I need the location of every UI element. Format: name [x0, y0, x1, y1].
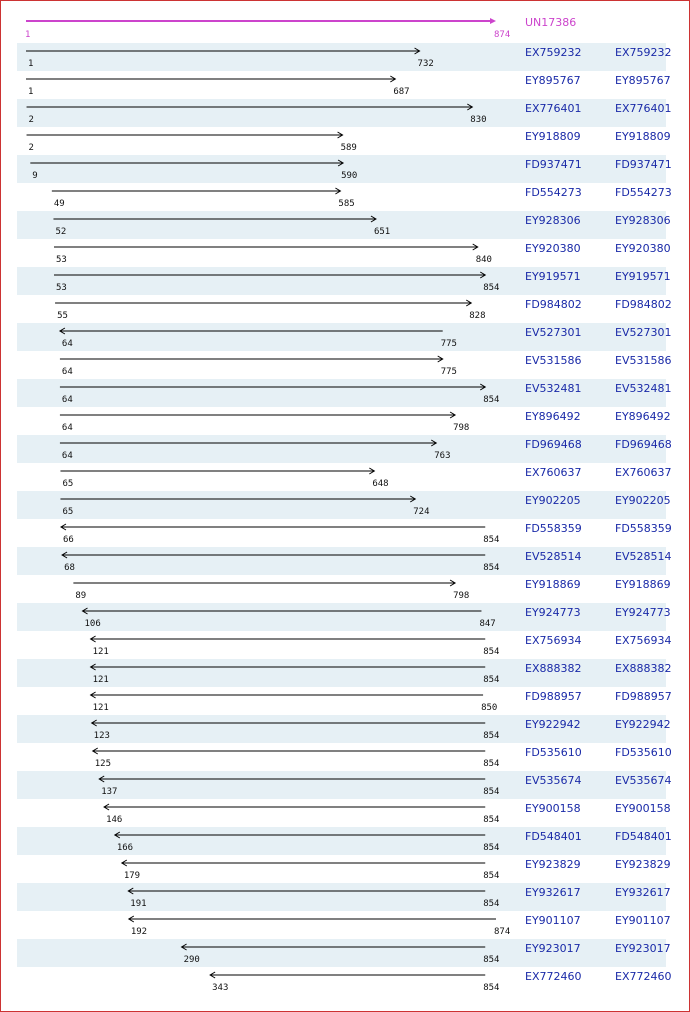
accession-link-secondary[interactable]: FD535610	[615, 746, 672, 759]
alignment-start-label: 1	[28, 59, 34, 69]
accession-link-secondary[interactable]: FD548401	[615, 830, 672, 843]
alignment-end-label: 854	[483, 787, 500, 797]
accession-link[interactable]: EY918869	[525, 578, 581, 591]
accession-link[interactable]: EY922942	[525, 718, 581, 731]
alignment-start-label: 89	[75, 591, 87, 601]
accession-link-secondary[interactable]: EV528514	[615, 550, 672, 563]
alignment-row	[17, 71, 671, 99]
accession-link-secondary[interactable]: EV532481	[615, 382, 672, 395]
reference-row	[1, 1, 689, 43]
accession-link-secondary[interactable]: EV531586	[615, 354, 672, 367]
alignment-row	[17, 743, 672, 771]
alignment-start-label: 49	[53, 199, 65, 209]
alignment-start-label: 64	[61, 339, 73, 349]
alignment-start-label: 121	[92, 647, 109, 657]
alignment-row	[17, 379, 672, 407]
accession-link[interactable]: EY932617	[525, 886, 581, 899]
alignment-end-label: 854	[483, 983, 500, 993]
alignment-row	[17, 659, 672, 687]
alignment-row	[17, 911, 671, 939]
alignment-row	[17, 435, 672, 463]
accession-link-secondary[interactable]: EY923017	[615, 942, 671, 955]
alignment-end-label: 775	[440, 339, 457, 349]
alignment-row	[17, 323, 672, 351]
accession-link[interactable]: EV528514	[525, 550, 582, 563]
accession-link[interactable]: EX772460	[525, 970, 582, 983]
alignment-start-label: 66	[62, 535, 74, 545]
alignment-row	[17, 939, 671, 967]
accession-link[interactable]: EY920380	[525, 242, 581, 255]
alignment-row	[17, 519, 672, 547]
alignment-end-label: 854	[483, 731, 500, 741]
accession-link[interactable]: EY924773	[525, 606, 581, 619]
alignment-row	[17, 631, 672, 659]
alignment-row	[17, 771, 672, 799]
accession-link[interactable]: EY919571	[525, 270, 581, 283]
alignment-end-label: 854	[483, 535, 500, 545]
accession-link[interactable]: EY902205	[525, 494, 581, 507]
alignment-end-label: 850	[481, 703, 498, 713]
alignment-end-label: 590	[341, 171, 358, 181]
accession-link[interactable]: FD937471	[525, 158, 582, 171]
alignment-end-label: 854	[483, 871, 500, 881]
accession-link[interactable]: EV527301	[525, 326, 582, 339]
accession-link-secondary[interactable]: EY923829	[615, 858, 671, 871]
alignment-row	[17, 155, 672, 183]
accession-link[interactable]: EY923017	[525, 942, 581, 955]
alignment-end-label: 854	[483, 647, 500, 657]
alignment-row	[17, 407, 671, 435]
alignment-end-label: 651	[373, 227, 391, 237]
alignment-end-label: 854	[483, 815, 500, 825]
alignment-end-label: 828	[469, 311, 486, 321]
alignment-start-label: 137	[101, 787, 118, 797]
reference-arrowhead	[490, 18, 496, 24]
alignment-end-label: 854	[483, 843, 500, 853]
accession-link-secondary[interactable]: EY920380	[615, 242, 671, 255]
accession-link-secondary[interactable]: EX888382	[615, 662, 672, 675]
alignment-end-label: 763	[434, 451, 451, 461]
alignment-start-label: 65	[62, 507, 74, 517]
accession-link-secondary[interactable]: EX756934	[615, 634, 672, 647]
alignment-row	[17, 127, 671, 155]
accession-link-secondary[interactable]: FD558359	[615, 522, 672, 535]
accession-link[interactable]: EY895767	[525, 74, 581, 87]
alignment-end-label: 854	[483, 955, 500, 965]
alignment-start-label: 146	[106, 815, 123, 825]
alignment-start-label: 343	[212, 983, 229, 993]
accession-link-secondary[interactable]: EX776401	[615, 102, 672, 115]
alignment-start-label: 64	[61, 395, 73, 405]
alignment-start-label: 9	[32, 171, 38, 181]
alignment-start-label: 2	[28, 143, 34, 153]
alignment-end-label: 854	[483, 899, 500, 909]
alignment-row	[17, 491, 671, 519]
alignment-start-label: 166	[116, 843, 134, 853]
alignment-start-label: 55	[57, 311, 68, 321]
alignment-end-label: 732	[417, 59, 434, 69]
accession-link[interactable]: EY900158	[525, 802, 581, 815]
accession-link[interactable]: EY918809	[525, 130, 581, 143]
alignment-start-label: 2	[28, 115, 34, 125]
alignment-row	[17, 211, 671, 239]
alignment-start-label: 125	[94, 759, 112, 769]
alignment-start-label: 52	[55, 227, 67, 237]
alignment-row	[17, 547, 672, 575]
alignment-row	[17, 687, 672, 715]
alignment-row	[17, 883, 671, 911]
accession-link[interactable]: FD984802	[525, 298, 582, 311]
alignment-start-label: 290	[183, 955, 200, 965]
alignment-start-label: 53	[55, 283, 67, 293]
accession-link-secondary[interactable]: FD984802	[615, 298, 672, 311]
alignment-start-label: 53	[55, 255, 67, 265]
alignment-end-label: 798	[453, 591, 470, 601]
alignment-row	[17, 799, 671, 827]
accession-link-secondary[interactable]: EV535674	[615, 774, 672, 787]
accession-link[interactable]: EV535674	[525, 774, 582, 787]
reference-track	[1, 1, 689, 43]
alignment-start-label: 192	[130, 927, 148, 937]
alignment-row	[17, 855, 671, 883]
alignment-end-label: 854	[483, 395, 500, 405]
accession-link-secondary[interactable]: EX759232	[615, 46, 672, 59]
alignment-start-label: 1	[28, 87, 34, 97]
accession-link[interactable]: EV532481	[525, 382, 582, 395]
accession-link-secondary[interactable]: EY918869	[615, 578, 671, 591]
accession-link[interactable]: EY923829	[525, 858, 581, 871]
alignment-row	[17, 183, 672, 211]
accession-link-secondary[interactable]: EY896492	[615, 410, 671, 423]
accession-link-secondary[interactable]: EY919571	[615, 270, 671, 283]
alignment-end-label: 798	[453, 423, 470, 433]
alignment-start-label: 191	[130, 899, 147, 909]
accession-link-secondary[interactable]: FD969468	[615, 438, 672, 451]
reference-accession-link[interactable]: UN17386	[525, 16, 577, 29]
alignment-end-label: 874	[494, 927, 511, 937]
accession-link[interactable]: EV531586	[525, 354, 582, 367]
alignment-row	[17, 351, 672, 379]
accession-link-secondary[interactable]: EV527301	[615, 326, 672, 339]
reference-start-label: 1	[25, 30, 31, 40]
accession-link[interactable]: EX760637	[525, 466, 582, 479]
accession-link-secondary[interactable]: EY902205	[615, 494, 671, 507]
accession-link-secondary[interactable]: EY922942	[615, 718, 671, 731]
accession-link[interactable]: EX759232	[525, 46, 582, 59]
accession-link-secondary[interactable]: EY932617	[615, 886, 671, 899]
alignment-end-label: 687	[393, 87, 410, 97]
accession-link[interactable]: EX776401	[525, 102, 582, 115]
alignment-start-label: 121	[92, 703, 109, 713]
alignment-row	[17, 575, 671, 603]
accession-link[interactable]: FD988957	[525, 690, 582, 703]
alignment-start-label: 68	[64, 563, 75, 573]
accession-link-secondary[interactable]: EY928306	[615, 214, 671, 227]
accession-link-secondary[interactable]: EY918809	[615, 130, 671, 143]
alignment-end-label: 775	[440, 367, 457, 377]
accession-link[interactable]: FD548401	[525, 830, 582, 843]
accession-link-secondary[interactable]: EX772460	[615, 970, 672, 983]
accession-link[interactable]: FD554273	[525, 186, 582, 199]
alignment-end-label: 724	[413, 507, 430, 517]
alignment-end-label: 847	[479, 619, 496, 629]
accession-link-secondary[interactable]: EY895767	[615, 74, 671, 87]
alignment-end-label: 854	[483, 563, 500, 573]
accession-link-secondary[interactable]: EY924773	[615, 606, 671, 619]
accession-link-secondary[interactable]: EX760637	[615, 466, 672, 479]
accession-link[interactable]: EX756934	[525, 634, 582, 647]
alignment-end-label: 648	[372, 479, 389, 489]
alignment-end-label: 830	[470, 115, 487, 125]
accession-link[interactable]: FD558359	[525, 522, 582, 535]
alignment-row	[17, 267, 671, 295]
alignment-row	[17, 463, 672, 491]
alignment-start-label: 64	[61, 451, 73, 461]
alignment-start-label: 123	[93, 731, 110, 741]
alignment-row	[17, 827, 672, 855]
accession-link[interactable]: EY901107	[525, 914, 581, 927]
accession-link[interactable]: FD535610	[525, 746, 582, 759]
alignment-start-label: 106	[84, 619, 101, 629]
alignment-start-label: 179	[123, 871, 141, 881]
alignment-end-label: 854	[483, 675, 500, 685]
alignment-end-label: 854	[483, 283, 500, 293]
alignment-start-label: 121	[92, 675, 109, 685]
alignment-end-label: 589	[340, 143, 357, 153]
alignment-row	[17, 295, 672, 323]
alignment-start-label: 65	[62, 479, 74, 489]
alignment-end-label: 840	[475, 255, 492, 265]
reference-end-label: 874	[494, 30, 511, 40]
alignment-row	[17, 603, 671, 631]
alignment-start-label: 64	[61, 423, 73, 433]
accession-link-secondary[interactable]: EY900158	[615, 802, 671, 815]
accession-link-secondary[interactable]: FD554273	[615, 186, 672, 199]
accession-link[interactable]: EY896492	[525, 410, 581, 423]
alignment-row	[17, 239, 671, 267]
accession-link[interactable]: FD969468	[525, 438, 582, 451]
alignment-row	[17, 43, 672, 71]
accession-link-secondary[interactable]: FD988957	[615, 690, 672, 703]
alignment-end-label: 854	[483, 759, 500, 769]
alignment-start-label: 64	[61, 367, 73, 377]
accession-link-secondary[interactable]: FD937471	[615, 158, 672, 171]
accession-link-secondary[interactable]: EY901107	[615, 914, 671, 927]
accession-link[interactable]: EY928306	[525, 214, 581, 227]
alignment-row	[17, 967, 672, 995]
alignment-end-label: 585	[338, 199, 355, 209]
alignment-row	[17, 99, 672, 127]
alignment-row	[17, 715, 671, 743]
accession-link[interactable]: EX888382	[525, 662, 582, 675]
